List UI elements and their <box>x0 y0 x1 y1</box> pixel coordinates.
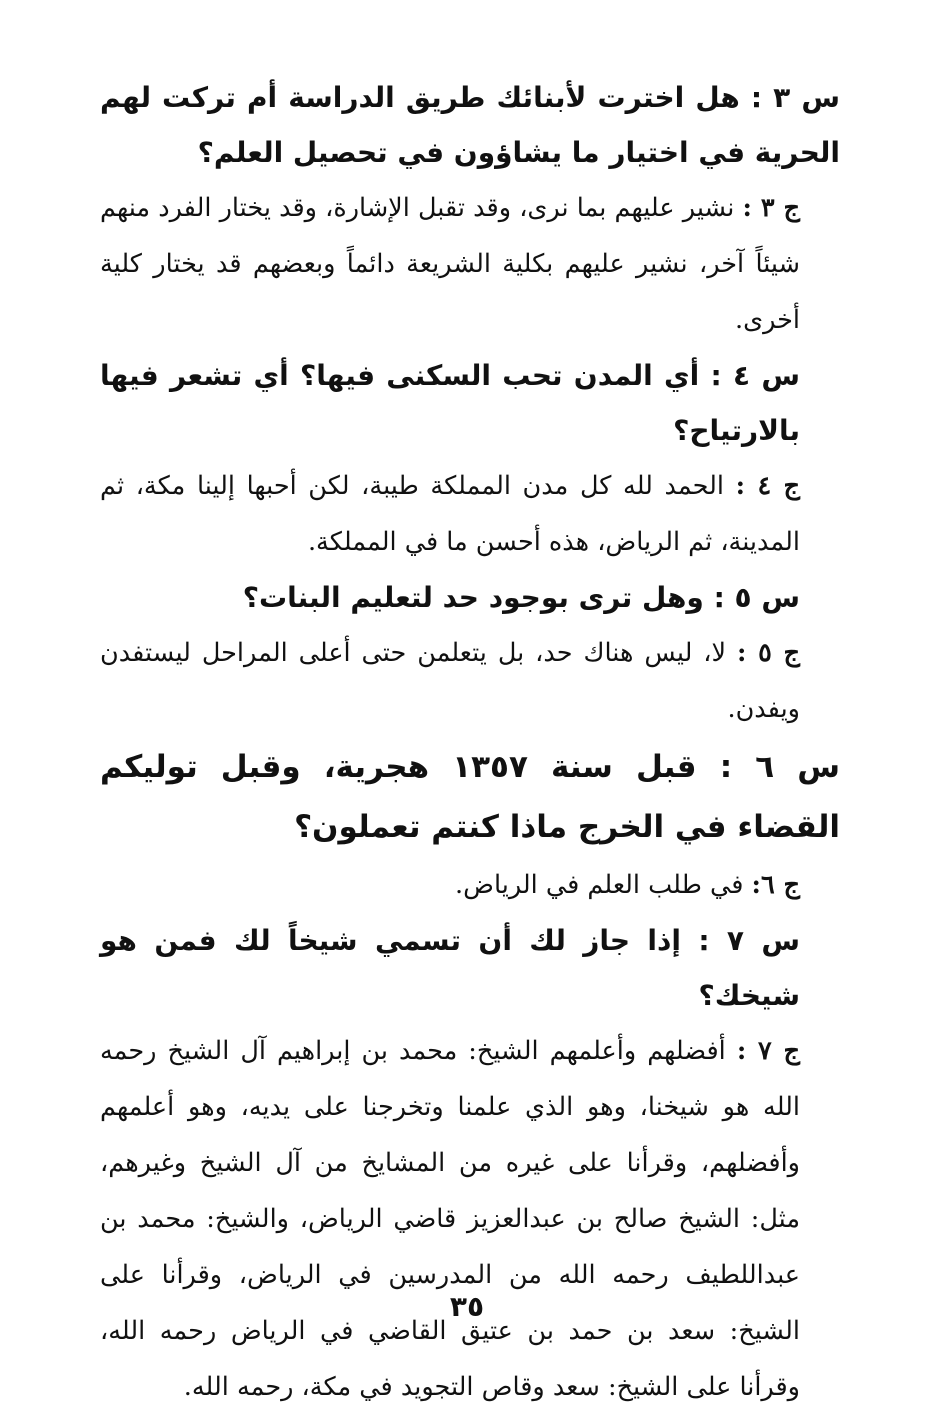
answer-7 <box>100 1023 840 1415</box>
question-6 <box>100 737 840 857</box>
answer-label: ج ٥ : <box>737 638 800 668</box>
answer-4 <box>100 458 840 570</box>
question-text: هل اخترت لأبنائك طريق الدراسة أم تركت لهم الحرية في اختيار ما يشاؤون في تحصيل العلم؟ <box>100 81 840 169</box>
question-label: س ٥ : <box>713 581 800 614</box>
question-label: س ٣ : <box>750 81 840 114</box>
question-7 <box>100 913 840 1023</box>
question-text: وهل ترى بوجود حد لتعليم البنات؟ <box>242 581 704 614</box>
answer-6 <box>100 857 840 913</box>
answer-text: في طلب العلم في الرياض. <box>455 870 744 900</box>
answer-5 <box>100 625 840 737</box>
question-text: إذا جاز لك أن تسمي شيخاً لك فمن هو شيخك؟ <box>100 924 800 1012</box>
question-label: س ٤ : <box>710 359 801 392</box>
answer-text: نشير عليهم بما نرى، وقد تقبل الإشارة، وقد يختار الفرد منهم شيئاً آخر، نشير عليهم بكلية الشريعة دائماً وبعضهم قد يختار كلية أخرى. <box>100 193 800 335</box>
question-label: س ٧ : <box>698 924 800 957</box>
answer-label: ج ٤ : <box>735 471 800 501</box>
answer-label: ج ٣ : <box>742 193 800 223</box>
answer-label: ج ٧ : <box>736 1036 801 1066</box>
question-text: قبل سنة ١٣٥٧ هجرية، وقبل توليكم القضاء في الخرج ماذا كنتم تعملون؟ <box>100 749 840 845</box>
answer-text: الحمد لله كل مدن المملكة طيبة، لكن أحبها إلينا مكة، ثم المدينة، ثم الرياض، هذه أحسن ما في المملكة. <box>100 471 800 557</box>
question-3 <box>100 70 840 180</box>
question-label: س ٦ : <box>719 749 840 785</box>
answer-text: أفضلهم وأعلمهم الشيخ: محمد بن إبراهيم آل الشيخ رحمه الله هو شيخنا، وهو الذي علمنا وتخرجنا على يديه، وهو أعلمهم وأفضلهم، وقرأنا على غيره من المشايخ من آل الشيخ وغيرهم، مثل: الشيخ صالح بن عبدالعزيز قاضي الرياض، والشيخ: محمد بن عبداللطيف رحمه الله من المدرسين في الرياض، وقرأنا على الشيخ: سعد بن حمد بن عتيق القاضي في الرياض رحمه الله، وقرأنا على الشيخ: سعد وقاص التجويد في مكة، رحمه الله. <box>100 1036 800 1402</box>
question-5 <box>100 570 840 625</box>
answer-3 <box>100 180 840 348</box>
page-number: ٣٥ <box>449 1290 485 1323</box>
interview-text <box>100 70 840 1415</box>
answer-text: لا، ليس هناك حد، بل يتعلمن حتى أعلى المراحل ليستفدن ويفدن. <box>100 638 800 724</box>
question-4 <box>100 348 840 458</box>
question-text: أي المدن تحب السكنى فيها؟ أي تشعر فيها بالارتياح؟ <box>100 359 800 447</box>
answer-label: ج ٦: <box>751 870 800 900</box>
